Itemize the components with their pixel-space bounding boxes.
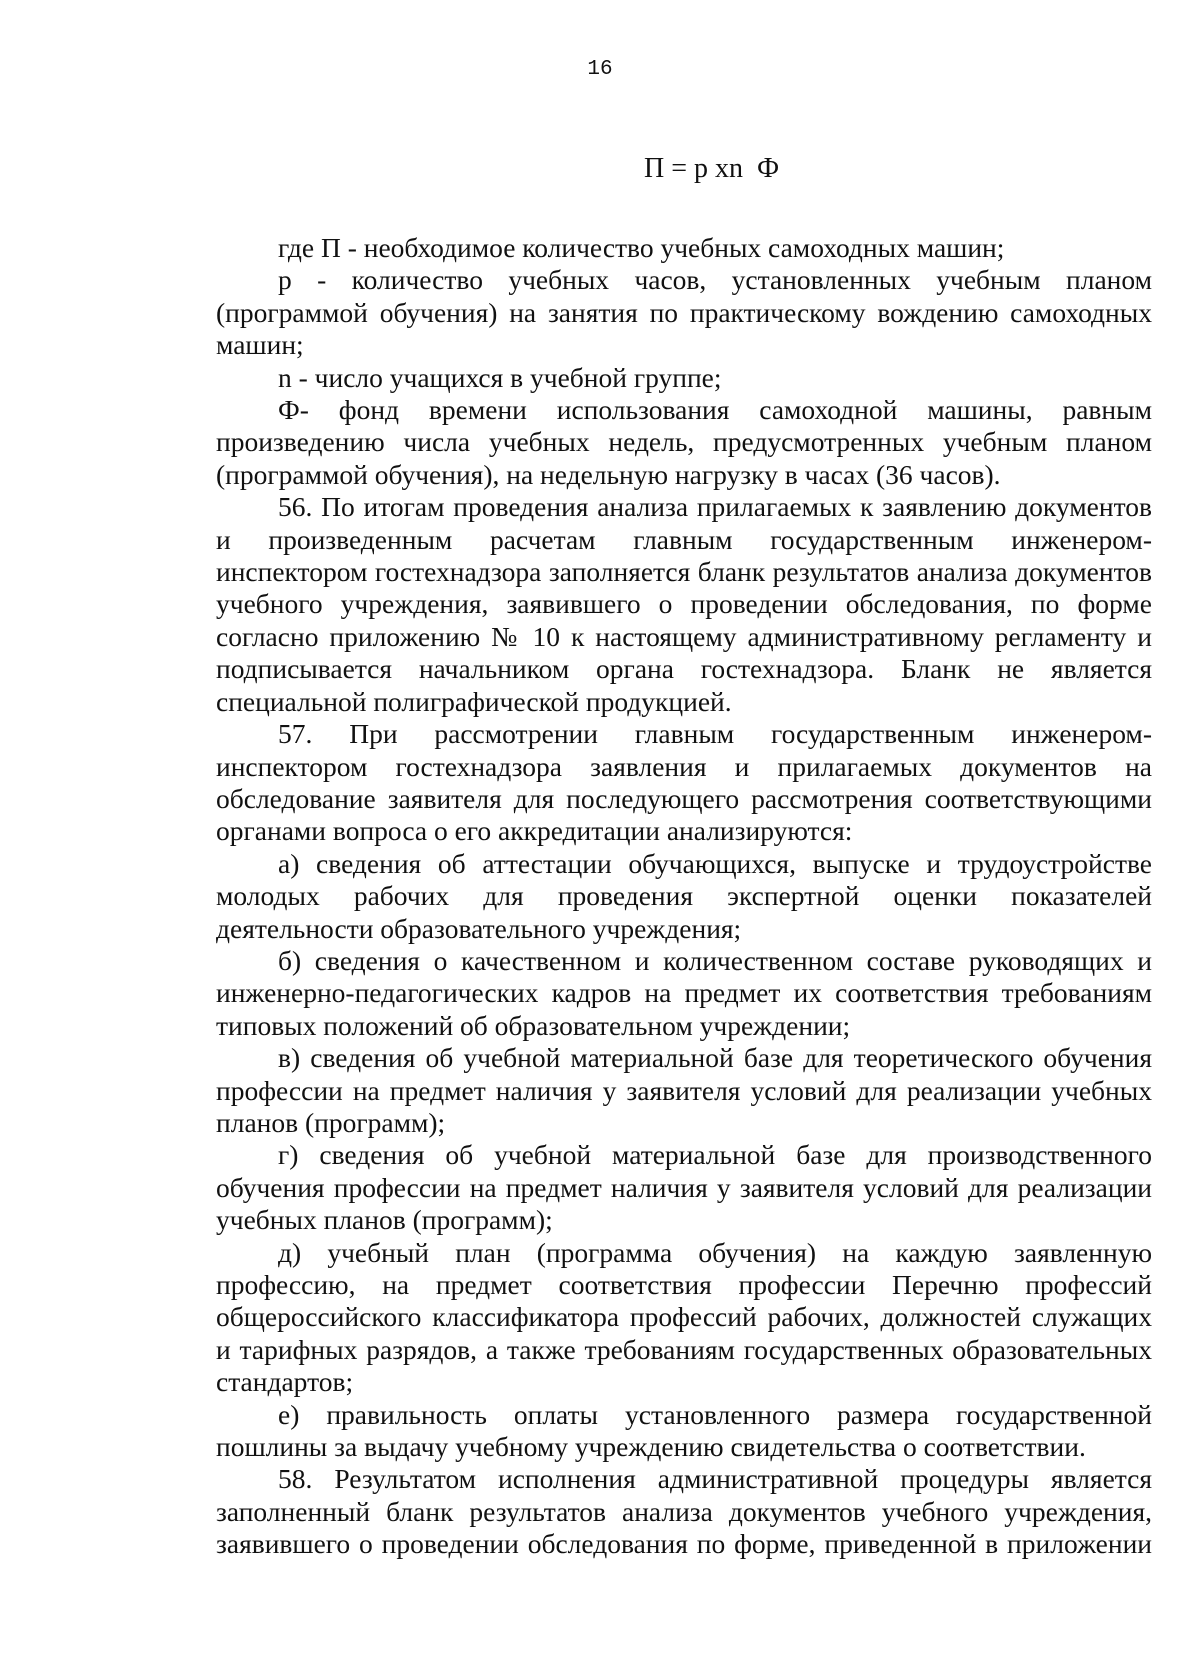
- paragraph-57-b: б) сведения о качественном и количественном составе руководящих и инженерно-педагогических кадров на предмет их соответствия требованиям типовых положений об образовательном учреждении;: [216, 944, 1152, 1041]
- paragraph-57-v: в) сведения об учебной материальной базе для теоретического обучения профессии на предмет наличия у заявителя условий для реализации учебных планов (программ);: [216, 1042, 1152, 1138]
- paragraph-57-d: д) учебный план (программа обучения) на каждую заявленную профессию, на предмет соответствия профессии Перечню профессий общероссийского классификатора профессий рабочих, должностей служащих и тарифных разрядов, а также требованиям государственных образовательных стандартов;: [216, 1236, 1152, 1398]
- paragraph-56: 56. По итогам проведения анализа прилагаемых к заявлению документов и произведенным расчетам главным государственным инженером- инспектором гостехнадзора заполняется бланк результатов анализа документов учебного учреждения, заявившего о проведении обследования, по форме согласно приложению № 10 к настоящему административному регламенту и подписывается начальником органа гостехнадзора. Бланк не является специальной полиграфической продукцией.: [216, 491, 1152, 717]
- paragraph-definition-r: р - количество учебных часов, установленных учебным планом (программой обучения) на занятия по практическому вождению самоходных машин;: [216, 264, 1152, 361]
- formula: П = р xn Ф: [644, 153, 780, 184]
- paragraph-57-e: е) правильность оплаты установленного размера государственной пошлины за выдачу учебному учреждению свидетельства о соответствии.: [216, 1398, 1152, 1463]
- paragraph-57-g: г) сведения об учебной материальной базе для производственного обучения профессии на предмет наличия у заявителя условий для реализации учебных планов (программ);: [216, 1139, 1152, 1236]
- paragraph-definition-f: Ф- фонд времени использования самоходной машины, равным произведению числа учебных недель, предусмотренных учебным планом (программой обучения), на недельную нагрузку в часах (36 часов).: [216, 394, 1152, 490]
- paragraph-where-p: где П - необходимое количество учебных самоходных машин;: [278, 232, 1005, 263]
- paragraph-definition-n: n - число учащихся в учебной группе;: [278, 361, 722, 393]
- document-body: [216, 232, 1152, 1561]
- page-number: 16: [587, 58, 613, 81]
- paragraph-57: 57. При рассмотрении главным государственным инженером-инспектором гостехнадзора заявления и прилагаемых документов на обследование заявителя для последующего рассмотрения соответствующими органами вопроса о его аккредитации анализируются:: [216, 718, 1152, 847]
- paragraph-57-a: а) сведения об аттестации обучающихся, выпуске и трудоустройстве молодых рабочих для проведения экспертной оценки показателей деятельности образовательного учреждения;: [216, 847, 1152, 944]
- paragraph-58: 58. Результатом исполнения административной процедуры является заполненный бланк результатов анализа документов учебного учреждения, заявившего о проведении обследования по форме, приведенной в приложении: [216, 1463, 1152, 1560]
